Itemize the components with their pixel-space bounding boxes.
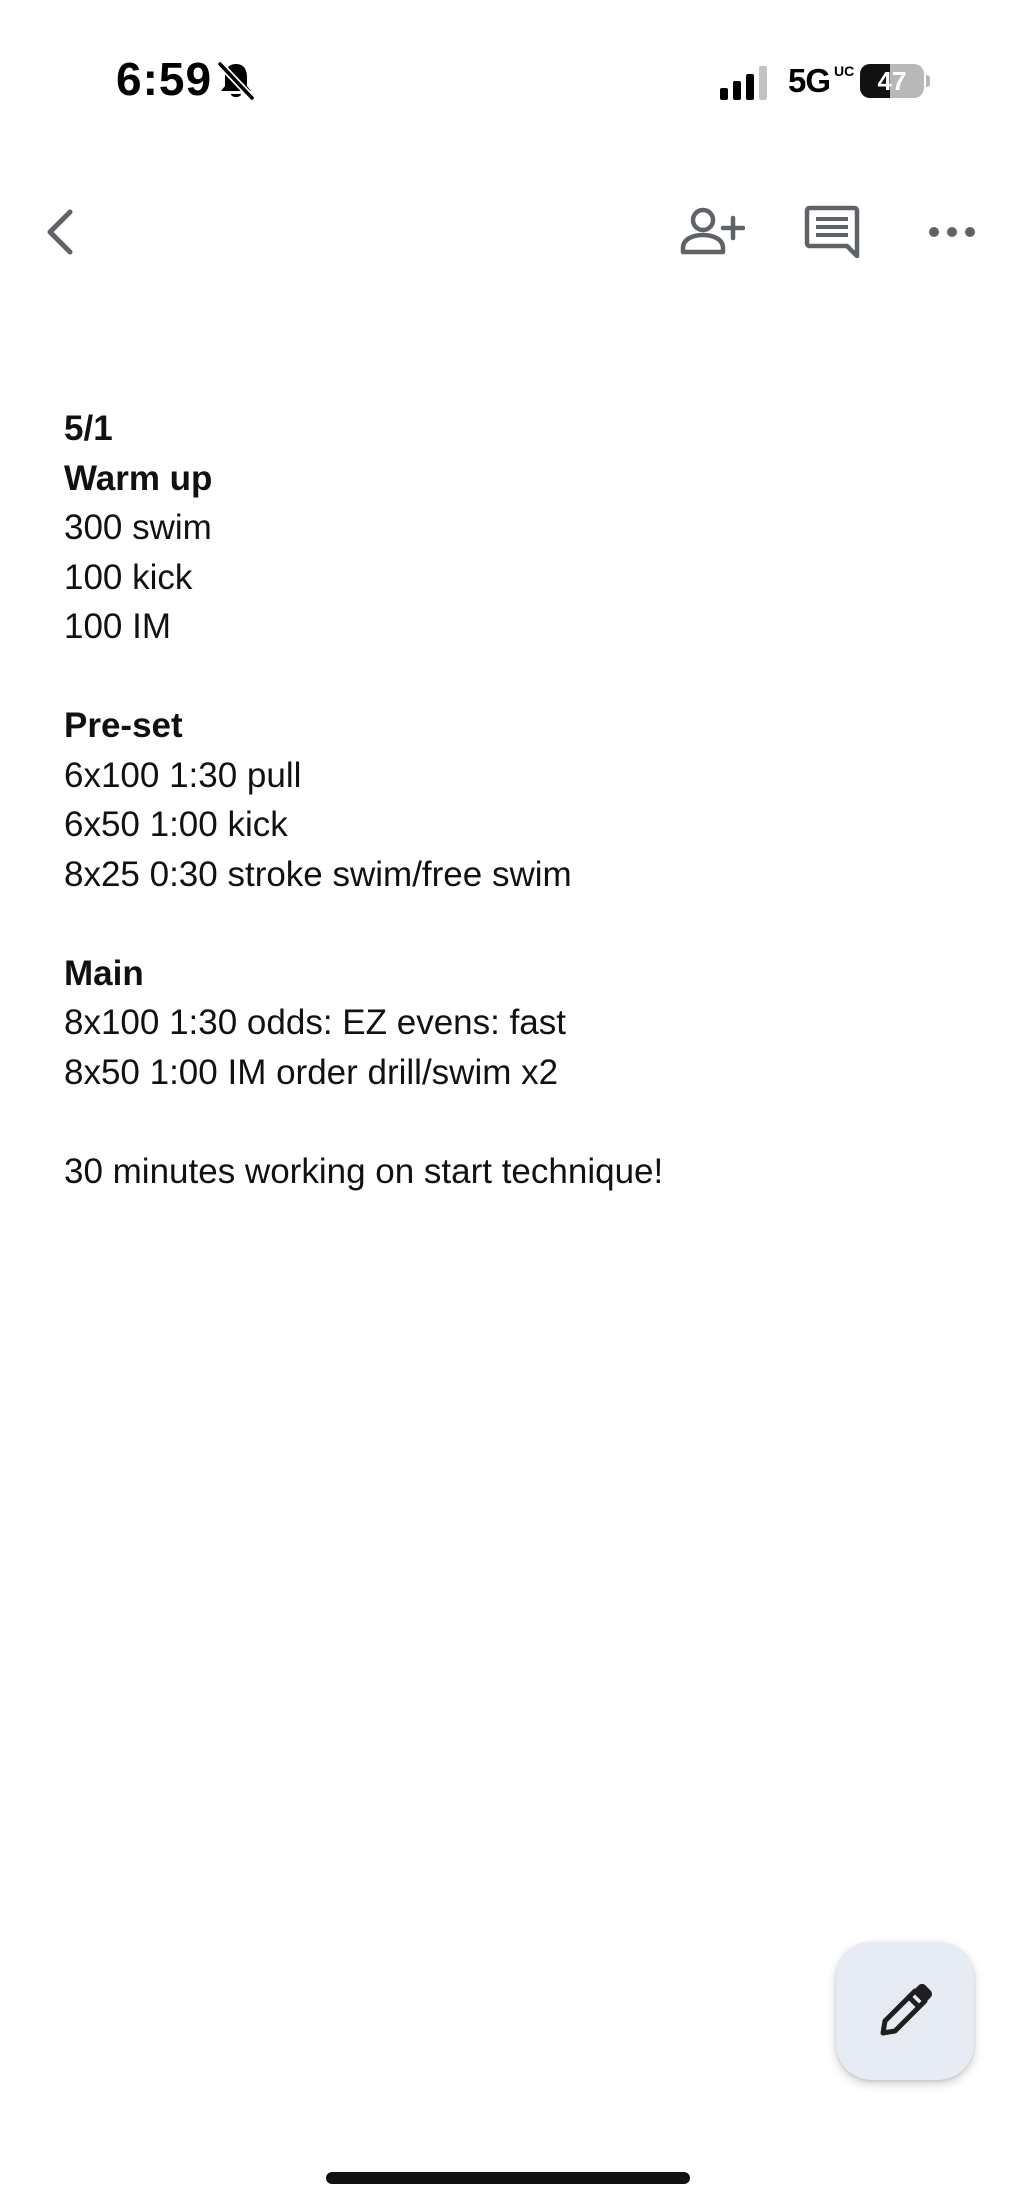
share-button[interactable] (672, 192, 752, 272)
comment-icon (803, 204, 861, 260)
person-add-icon (679, 206, 745, 258)
bell-slash-icon (216, 60, 256, 102)
doc-line: 6x100 1:30 pull (64, 755, 302, 795)
doc-line: 8x50 1:00 IM order drill/swim x2 (64, 1052, 559, 1092)
chevron-left-icon (40, 204, 80, 260)
blank-line (64, 652, 964, 702)
blank-line (64, 899, 964, 949)
status-bar (0, 0, 1016, 150)
blank-line (64, 1097, 964, 1147)
network-label: 5G (788, 62, 831, 99)
doc-line: 6x50 1:00 kick (64, 805, 288, 844)
signal-icon (720, 66, 772, 100)
back-button[interactable] (20, 192, 100, 272)
edit-button[interactable] (836, 1942, 974, 2080)
doc-heading: Pre-set (64, 706, 183, 745)
comment-button[interactable] (792, 192, 872, 272)
doc-line: 8x100 1:30 odds: EZ evens: fast (64, 1003, 566, 1042)
doc-line: 8x25 0:30 stroke swim/free swim (64, 854, 572, 894)
doc-heading: Main (64, 953, 144, 993)
doc-line: 100 IM (64, 607, 171, 646)
home-indicator[interactable] (326, 2172, 690, 2184)
pencil-icon (875, 1981, 935, 2041)
status-time: 6:59 (116, 53, 213, 105)
doc-heading: 5/1 (64, 409, 113, 448)
network-sub-label: UC (834, 63, 855, 79)
document-body[interactable] (64, 404, 964, 1196)
doc-line: 300 swim (64, 508, 212, 547)
battery-icon (860, 64, 926, 98)
doc-line: 30 minutes working on start technique! (64, 1151, 664, 1191)
more-horizontal-icon (928, 225, 976, 239)
doc-heading: Warm up (64, 458, 213, 498)
battery-level-text: 47 (877, 66, 907, 96)
more-options-button[interactable] (912, 192, 992, 272)
doc-line: 100 kick (64, 557, 193, 597)
